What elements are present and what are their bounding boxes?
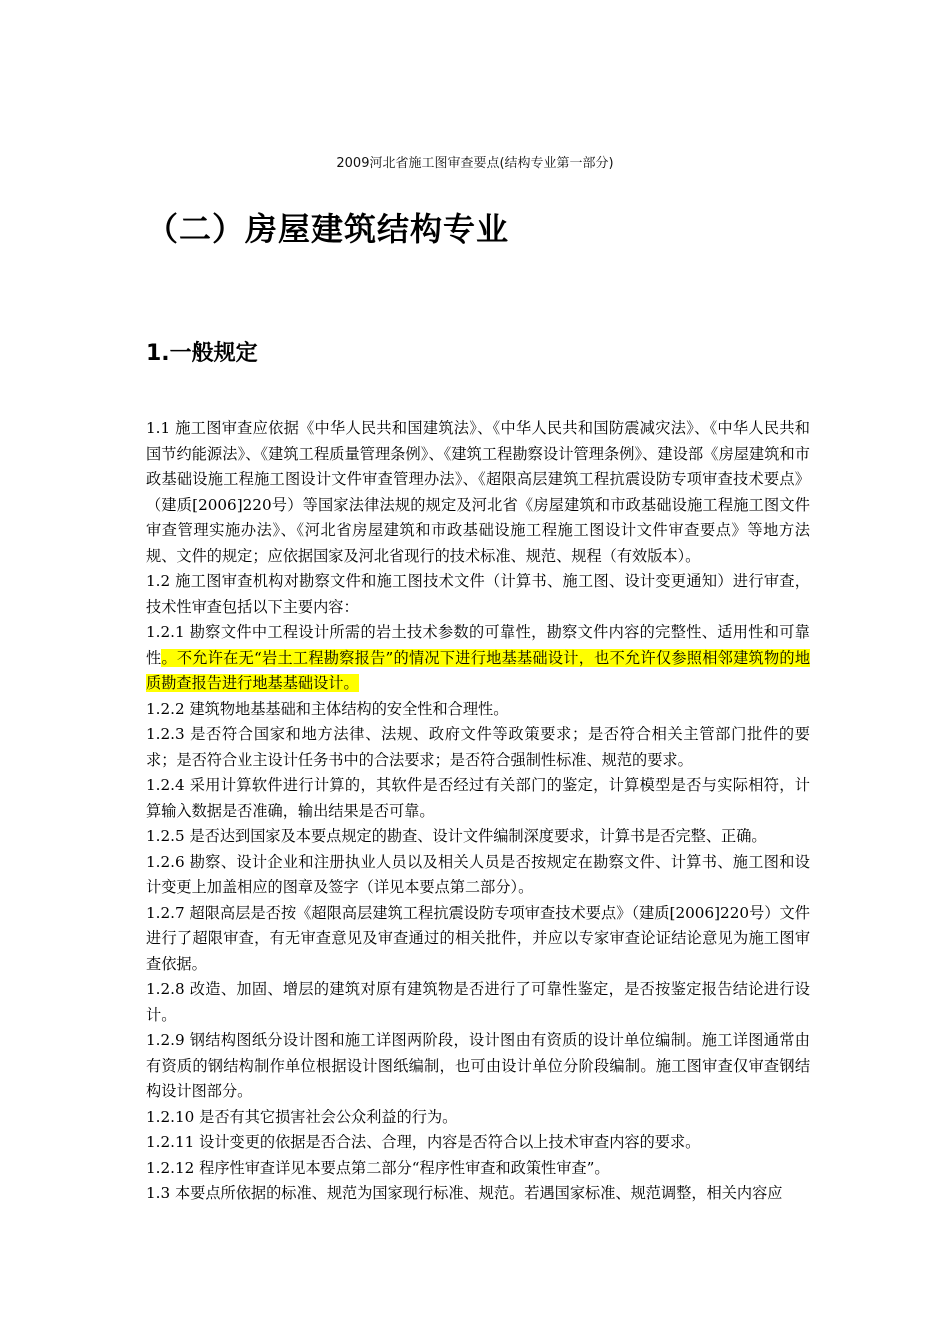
paragraph-1-3: 1.3 本要点所依据的标准、规范为国家现行标准、规范。若遇国家标准、规范调整，相关内容应 xyxy=(146,1184,783,1202)
paragraph-1-2-6: 1.2.6 勘察、设计企业和注册执业人员以及相关人员是否按规定在勘察文件、计算书、施工图和设计变更上加盖相应的图章及签字（详见本要点第二部分）。 xyxy=(146,852,810,896)
document-body xyxy=(146,416,810,1207)
paragraph-1-2: 1.2 施工图审查机构对勘察文件和施工图技术文件（计算书、施工图、设计变更通知）进行审查，技术性审查包括以下主要内容： xyxy=(146,572,810,616)
paragraph-1-2-10: 1.2.10 是否有其它损害社会公众利益的行为。 xyxy=(146,1107,458,1126)
paragraph-1-2-11: 1.2.11 设计变更的依据是否合法、合理，内容是否符合以上技术审查内容的要求。 xyxy=(146,1133,701,1151)
paragraph-1-2-3: 1.2.3 是否符合国家和地方法律、法规、政府文件等政策要求；是否符合相关主管部门批件的要求；是否符合业主设计任务书中的合法要求；是否符合强制性标准、规范的要求。 xyxy=(146,725,810,769)
main-title: （二）房屋建筑结构专业 xyxy=(146,210,510,248)
paragraph-1-2-8: 1.2.8 改造、加固、增层的建筑对原有建筑物是否进行了可靠性鉴定，是否按鉴定报告结论进行设计。 xyxy=(146,980,810,1024)
paragraph-1-2-4: 1.2.4 采用计算软件进行计算的，其软件是否经过有关部门的鉴定，计算模型是否与实际相符，计算输入数据是否准确，输出结果是否可靠。 xyxy=(146,776,810,820)
paragraph-1-2-1-text: 1.2.1 勘察文件中工程设计所需的岩土技术参数的可靠性，勘察文件内容的完整性、适用性和可靠性 xyxy=(146,623,810,667)
paragraph-1-2-7: 1.2.7 超限高层是否按《超限高层建筑工程抗震设防专项审查技术要点》（建质[2006]220号）文件进行了超限审查，有无审查意见及审查通过的相关批件，并应以专家审查论证结论意见为施工图审查依据。 xyxy=(146,903,810,973)
paragraph-1-2-9: 1.2.9 钢结构图纸分设计图和施工详图两阶段，设计图由有资质的设计单位编制。施工详图通常由有资质的钢结构制作单位根据设计图纸编制，也可由设计单位分阶段编制。施工图审查仅审查钢结构设计图部分。 xyxy=(146,1031,810,1100)
paragraph-1-2-12: 1.2.12 程序性审查详见本要点第二部分“程序性审查和政策性审查”。 xyxy=(146,1158,610,1177)
paragraph-1-2-1 xyxy=(146,620,810,697)
paragraph-1-2-5: 1.2.5 是否达到国家及本要点规定的勘查、设计文件编制深度要求，计算书是否完整、正确。 xyxy=(146,827,767,845)
paragraph-1-2-2: 1.2.2 建筑物地基基础和主体结构的安全性和合理性。 xyxy=(146,699,509,718)
document-header-title: 2009河北省施工图审查要点(结构专业第一部分) xyxy=(336,156,614,171)
paragraph-1-1: 1.1 施工图审查应依据《中华人民共和国建筑法》、《中华人民共和国防震减灾法》、《中华人民共和国节约能源法》、《建筑工程质量管理条例》、《建筑工程勘察设计管理条例》、建设部《房屋建筑和市政基础设施工程施工图设计文件审查管理办法》、《超限高层建筑工程抗震设防专项审查技术要点》（建质[2006]220号）等国家法律法规的规定及河北省《房屋建筑和市政基础设施工程施工图文件审查管理实施办法》、《河北省房屋建筑和市政基础设施工程施工图设计文件审查要点》等地方法规、文件的规定；应依据国家及河北省现行的技术标准、规范、规程（有效版本）。 xyxy=(146,419,810,565)
highlighted-text: 。不允许在无“岩土工程勘察报告”的情况下进行地基基础设计，也不允许仅参照相邻建筑物的地质勘查报告进行地基基础设计。 xyxy=(146,648,811,692)
section-title: 1.一般规定 xyxy=(146,341,258,366)
